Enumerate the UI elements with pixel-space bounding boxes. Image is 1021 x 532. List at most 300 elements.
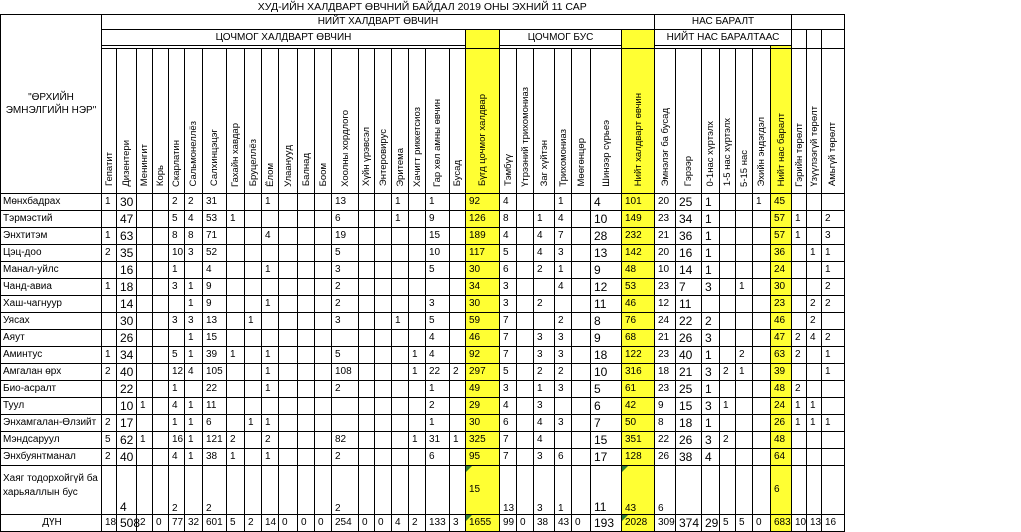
- column-header-label: Заг хүйтэн: [538, 140, 550, 187]
- cell-value: 1: [429, 417, 435, 428]
- data-cell: [117, 278, 137, 295]
- data-cell: [426, 312, 450, 329]
- data-cell: [315, 397, 332, 414]
- cell-value: 1: [105, 196, 111, 207]
- cell-value: 2: [265, 434, 271, 445]
- data-cell: [262, 448, 279, 465]
- cell-value: 2: [335, 451, 341, 462]
- cell-value: 1: [105, 349, 111, 360]
- cell-value: 1: [172, 383, 178, 394]
- cell-value: 1: [188, 417, 194, 428]
- cell-value: 6: [558, 451, 564, 462]
- data-cell: [332, 346, 359, 363]
- data-cell: [500, 465, 517, 514]
- cell-value: 15: [429, 230, 441, 241]
- data-cell: [450, 465, 466, 514]
- data-cell: [409, 397, 426, 414]
- data-cell: [555, 278, 572, 295]
- data-cell: [720, 278, 736, 295]
- data-cell: [298, 431, 315, 448]
- data-cell: [622, 346, 655, 363]
- data-cell: [245, 431, 262, 448]
- column-header: [359, 48, 375, 193]
- column-header: [153, 48, 169, 193]
- data-cell: [375, 193, 392, 210]
- cell-value: 1655: [469, 517, 492, 528]
- data-cell: [298, 380, 315, 397]
- data-cell: [359, 346, 375, 363]
- cell-value: 10: [172, 247, 184, 258]
- cell-value: 4: [206, 264, 212, 275]
- data-cell: [153, 295, 169, 312]
- data-cell: [332, 514, 359, 531]
- data-cell: [392, 514, 409, 531]
- data-cell: [117, 380, 137, 397]
- data-cell: [450, 193, 466, 210]
- data-cell: [185, 261, 203, 278]
- data-cell: [409, 210, 426, 227]
- cell-value: 3: [558, 247, 564, 258]
- column-header: [332, 48, 359, 193]
- cell-value: 2: [739, 349, 745, 360]
- data-cell: [245, 244, 262, 261]
- cell-value: 4: [188, 213, 194, 224]
- cell-value: 8: [188, 230, 194, 241]
- cell-value: 2: [558, 366, 564, 377]
- data-cell: [534, 295, 555, 312]
- cell-value: 29: [469, 400, 481, 411]
- data-cell: [359, 244, 375, 261]
- data-cell: [262, 414, 279, 431]
- cell-comment-marker: [622, 515, 628, 521]
- data-cell: [720, 465, 736, 514]
- data-cell: [655, 295, 676, 312]
- cell-value: 26: [120, 330, 134, 345]
- cell-value: 0: [156, 517, 162, 528]
- row-name: Мөнхбадрах: [1, 193, 102, 210]
- cell-value: 8: [594, 313, 601, 328]
- data-cell: [753, 193, 771, 210]
- data-cell: [117, 210, 137, 227]
- cell-value: 7: [594, 415, 601, 430]
- data-cell: [500, 346, 517, 363]
- cell-value: 46: [774, 315, 786, 326]
- data-cell: [450, 448, 466, 465]
- data-cell: [315, 514, 332, 531]
- data-cell: [555, 380, 572, 397]
- cell-value: 40: [120, 449, 134, 464]
- cell-value: 1: [265, 366, 271, 377]
- data-cell: [591, 448, 622, 465]
- cell-value: 4: [503, 230, 509, 241]
- column-header-label: Бүгд цочмог халдвар: [477, 94, 488, 187]
- data-cell: [450, 380, 466, 397]
- table-row: [1, 295, 845, 312]
- data-cell: [450, 397, 466, 414]
- data-cell: [450, 244, 466, 261]
- data-cell: [676, 431, 702, 448]
- cell-value: 30: [469, 417, 481, 428]
- cell-value: 1: [188, 332, 194, 343]
- data-cell: [359, 431, 375, 448]
- data-cell: [736, 210, 753, 227]
- data-cell: [315, 295, 332, 312]
- data-cell: [169, 514, 185, 531]
- cell-value: 6: [594, 398, 601, 413]
- data-cell: [315, 261, 332, 278]
- column-header-label: Нийт нас баралт: [775, 113, 787, 187]
- data-cell: [591, 414, 622, 431]
- cell-value: 13: [594, 245, 608, 260]
- data-cell: [203, 295, 227, 312]
- cell-value: 15: [679, 398, 693, 413]
- data-cell: [466, 431, 500, 448]
- data-cell: [298, 227, 315, 244]
- data-cell: [736, 380, 753, 397]
- data-cell: [771, 465, 792, 514]
- header-blank-cell: [466, 29, 500, 48]
- cell-value: 3: [453, 517, 459, 528]
- title-row: [1, 0, 845, 14]
- cell-value: 6: [503, 417, 509, 428]
- cell-value: 23: [658, 349, 670, 360]
- data-cell: [702, 295, 720, 312]
- data-cell: [137, 227, 153, 244]
- data-cell: [771, 261, 792, 278]
- data-cell: [655, 193, 676, 210]
- cell-value: 26: [679, 432, 693, 447]
- cell-value: 6: [658, 502, 664, 514]
- cell-value: 2: [105, 451, 111, 462]
- data-cell: [375, 346, 392, 363]
- data-cell: [807, 244, 822, 261]
- data-cell: [622, 261, 655, 278]
- cell-value: 2: [537, 298, 543, 309]
- column-header-label: Нийт халдварт өвчин: [632, 93, 644, 187]
- cell-value: 23: [658, 213, 670, 224]
- data-cell: [466, 414, 500, 431]
- data-cell: [572, 363, 591, 380]
- data-cell: [466, 363, 500, 380]
- data-cell: [676, 465, 702, 514]
- table-row: [1, 210, 845, 227]
- data-cell: [227, 514, 245, 531]
- data-cell: [102, 363, 117, 380]
- data-cell: [332, 448, 359, 465]
- data-cell: [771, 363, 792, 380]
- cell-value: 24: [658, 315, 670, 326]
- data-cell: [792, 210, 807, 227]
- cell-value: 9: [594, 330, 601, 345]
- column-header-label: Үтрээний трихомониаз: [519, 86, 531, 187]
- column-header: [298, 48, 315, 193]
- data-cell: [279, 514, 298, 531]
- data-cell: [245, 414, 262, 431]
- cell-value: 13: [503, 502, 515, 514]
- data-cell: [117, 193, 137, 210]
- data-cell: [591, 295, 622, 312]
- cell-value: 1: [429, 383, 435, 394]
- data-cell: [655, 312, 676, 329]
- data-cell: [185, 312, 203, 329]
- data-cell: [137, 414, 153, 431]
- cell-value: 47: [120, 211, 134, 226]
- data-cell: [153, 244, 169, 261]
- data-cell: [450, 363, 466, 380]
- data-cell: [298, 397, 315, 414]
- cell-value: 3: [429, 298, 435, 309]
- data-cell: [137, 278, 153, 295]
- data-cell: [185, 448, 203, 465]
- data-cell: [572, 295, 591, 312]
- cell-value: 3: [705, 364, 712, 379]
- column-header: [655, 48, 676, 193]
- cell-value: 63: [774, 349, 786, 360]
- data-cell: [702, 346, 720, 363]
- data-cell: [262, 397, 279, 414]
- cell-value: 39: [774, 366, 786, 377]
- cell-value: 40: [120, 364, 134, 379]
- cell-value: 101: [625, 196, 642, 207]
- data-cell: [572, 431, 591, 448]
- data-cell: [185, 514, 203, 531]
- data-cell: [622, 278, 655, 295]
- data-cell: [622, 465, 655, 514]
- data-cell: [534, 448, 555, 465]
- data-cell: [720, 210, 736, 227]
- cell-value: 1: [172, 417, 178, 428]
- data-cell: [392, 448, 409, 465]
- data-cell: [555, 514, 572, 531]
- data-cell: [822, 465, 845, 514]
- data-cell: [466, 244, 500, 261]
- data-cell: [315, 380, 332, 397]
- cell-value: 18: [594, 347, 608, 362]
- cell-value: 18: [120, 279, 134, 294]
- data-cell: [203, 244, 227, 261]
- cell-value: 20: [658, 196, 670, 207]
- cell-value: 22: [206, 383, 218, 394]
- data-cell: [392, 210, 409, 227]
- data-cell: [169, 312, 185, 329]
- cell-value: 22: [658, 434, 670, 445]
- column-header: [622, 48, 655, 193]
- data-cell: [153, 431, 169, 448]
- data-cell: [117, 448, 137, 465]
- data-cell: [245, 363, 262, 380]
- cell-value: 4: [537, 434, 543, 445]
- data-cell: [807, 227, 822, 244]
- data-cell: [622, 312, 655, 329]
- data-cell: [720, 448, 736, 465]
- data-cell: [137, 431, 153, 448]
- data-cell: [102, 380, 117, 397]
- data-cell: [736, 329, 753, 346]
- cell-value: 142: [625, 247, 642, 258]
- cell-value: 6: [503, 264, 509, 275]
- cell-value: 40: [679, 347, 693, 362]
- total-row: [1, 514, 845, 531]
- data-cell: [426, 261, 450, 278]
- data-cell: [245, 210, 262, 227]
- group-header-total-deaths: НИЙТ НАС БАРАЛТААС: [655, 29, 792, 45]
- cell-value: 1: [429, 196, 435, 207]
- column-header-label: Сальмонеллёз: [188, 121, 199, 187]
- data-cell: [792, 363, 807, 380]
- cell-value: 2: [795, 332, 801, 343]
- cell-value: 63: [120, 228, 134, 243]
- data-cell: [500, 278, 517, 295]
- data-cell: [555, 210, 572, 227]
- data-cell: [185, 278, 203, 295]
- data-cell: [153, 261, 169, 278]
- column-header: [572, 48, 591, 193]
- data-cell: [262, 193, 279, 210]
- data-cell: [409, 363, 426, 380]
- cell-value: 38: [679, 449, 693, 464]
- data-cell: [262, 329, 279, 346]
- column-header-label: Энтеровирус: [377, 129, 389, 187]
- cell-value: 49: [469, 383, 481, 394]
- cell-value: 122: [625, 349, 642, 360]
- data-cell: [359, 329, 375, 346]
- cell-value: 3: [558, 349, 564, 360]
- org-name-header: "ӨРХИЙН ЭМНЭЛГИЙН НЭР": [1, 14, 102, 193]
- cell-value: 1: [188, 298, 194, 309]
- cell-value: 24: [774, 264, 786, 275]
- data-cell: [245, 346, 262, 363]
- data-cell: [359, 448, 375, 465]
- data-cell: [315, 278, 332, 295]
- data-cell: [245, 312, 262, 329]
- column-header: [534, 48, 555, 193]
- data-cell: [227, 448, 245, 465]
- data-cell: [702, 227, 720, 244]
- data-cell: [279, 227, 298, 244]
- data-cell: [185, 465, 203, 514]
- data-cell: [169, 346, 185, 363]
- row-name: Энхбуянтманал: [1, 448, 102, 465]
- data-cell: [676, 448, 702, 465]
- data-cell: [409, 329, 426, 346]
- data-cell: [426, 193, 450, 210]
- row-name: Амгалан өрх: [1, 363, 102, 380]
- row-name: Био-асралт: [1, 380, 102, 397]
- cell-value: 23: [658, 281, 670, 292]
- data-cell: [426, 346, 450, 363]
- data-cell: [102, 227, 117, 244]
- data-cell: [555, 227, 572, 244]
- data-cell: [807, 193, 822, 210]
- data-cell: [753, 414, 771, 431]
- data-cell: [517, 295, 534, 312]
- table-row: [1, 465, 845, 514]
- cell-value: 26: [658, 451, 670, 462]
- data-cell: [450, 312, 466, 329]
- data-cell: [185, 244, 203, 261]
- data-cell: [771, 295, 792, 312]
- cell-value: 20: [658, 247, 670, 258]
- data-cell: [169, 465, 185, 514]
- data-cell: [517, 448, 534, 465]
- data-cell: [771, 312, 792, 329]
- column-header: [702, 48, 720, 193]
- data-cell: [315, 414, 332, 431]
- data-cell: [534, 363, 555, 380]
- data-cell: [203, 329, 227, 346]
- cell-value: 92: [469, 196, 481, 207]
- data-cell: [169, 329, 185, 346]
- cell-value: 2: [810, 298, 816, 309]
- data-cell: [245, 465, 262, 514]
- cell-value: 4: [120, 499, 127, 514]
- cell-value: 3: [705, 432, 712, 447]
- data-cell: [807, 448, 822, 465]
- table-row: [1, 380, 845, 397]
- data-cell: [753, 278, 771, 295]
- data-cell: [736, 244, 753, 261]
- data-cell: [720, 414, 736, 431]
- cell-value: 32: [188, 517, 200, 528]
- data-cell: [392, 278, 409, 295]
- data-cell: [102, 244, 117, 261]
- data-cell: [771, 210, 792, 227]
- cell-value: 1: [188, 281, 194, 292]
- cell-value: 7: [558, 230, 564, 241]
- data-cell: [227, 329, 245, 346]
- data-cell: [555, 448, 572, 465]
- data-cell: [753, 329, 771, 346]
- data-cell: [622, 431, 655, 448]
- header-blank-cell: [792, 29, 807, 48]
- table-row: [1, 244, 845, 261]
- data-cell: [450, 346, 466, 363]
- column-header: [245, 48, 262, 193]
- data-cell: [262, 210, 279, 227]
- data-cell: [655, 397, 676, 414]
- data-cell: [555, 397, 572, 414]
- cell-value: 1: [825, 264, 831, 275]
- cell-value: 3: [503, 281, 509, 292]
- data-cell: [466, 380, 500, 397]
- cell-value: 1: [825, 247, 831, 258]
- data-cell: [517, 363, 534, 380]
- data-cell: [203, 210, 227, 227]
- data-cell: [807, 363, 822, 380]
- data-cell: [102, 346, 117, 363]
- cell-value: 10: [795, 517, 807, 528]
- cell-value: 1: [705, 228, 712, 243]
- cell-value: 1: [795, 400, 801, 411]
- data-cell: [822, 414, 845, 431]
- data-cell: [807, 278, 822, 295]
- data-cell: [466, 295, 500, 312]
- data-cell: [315, 193, 332, 210]
- data-cell: [771, 244, 792, 261]
- cell-value: 25: [679, 194, 693, 209]
- cell-value: 23: [658, 383, 670, 394]
- data-cell: [332, 414, 359, 431]
- data-cell: [279, 295, 298, 312]
- data-cell: [753, 397, 771, 414]
- data-cell: [153, 380, 169, 397]
- data-cell: [298, 312, 315, 329]
- data-cell: [153, 312, 169, 329]
- data-cell: [534, 431, 555, 448]
- data-cell: [753, 363, 771, 380]
- cell-value: 1: [105, 281, 111, 292]
- data-cell: [534, 193, 555, 210]
